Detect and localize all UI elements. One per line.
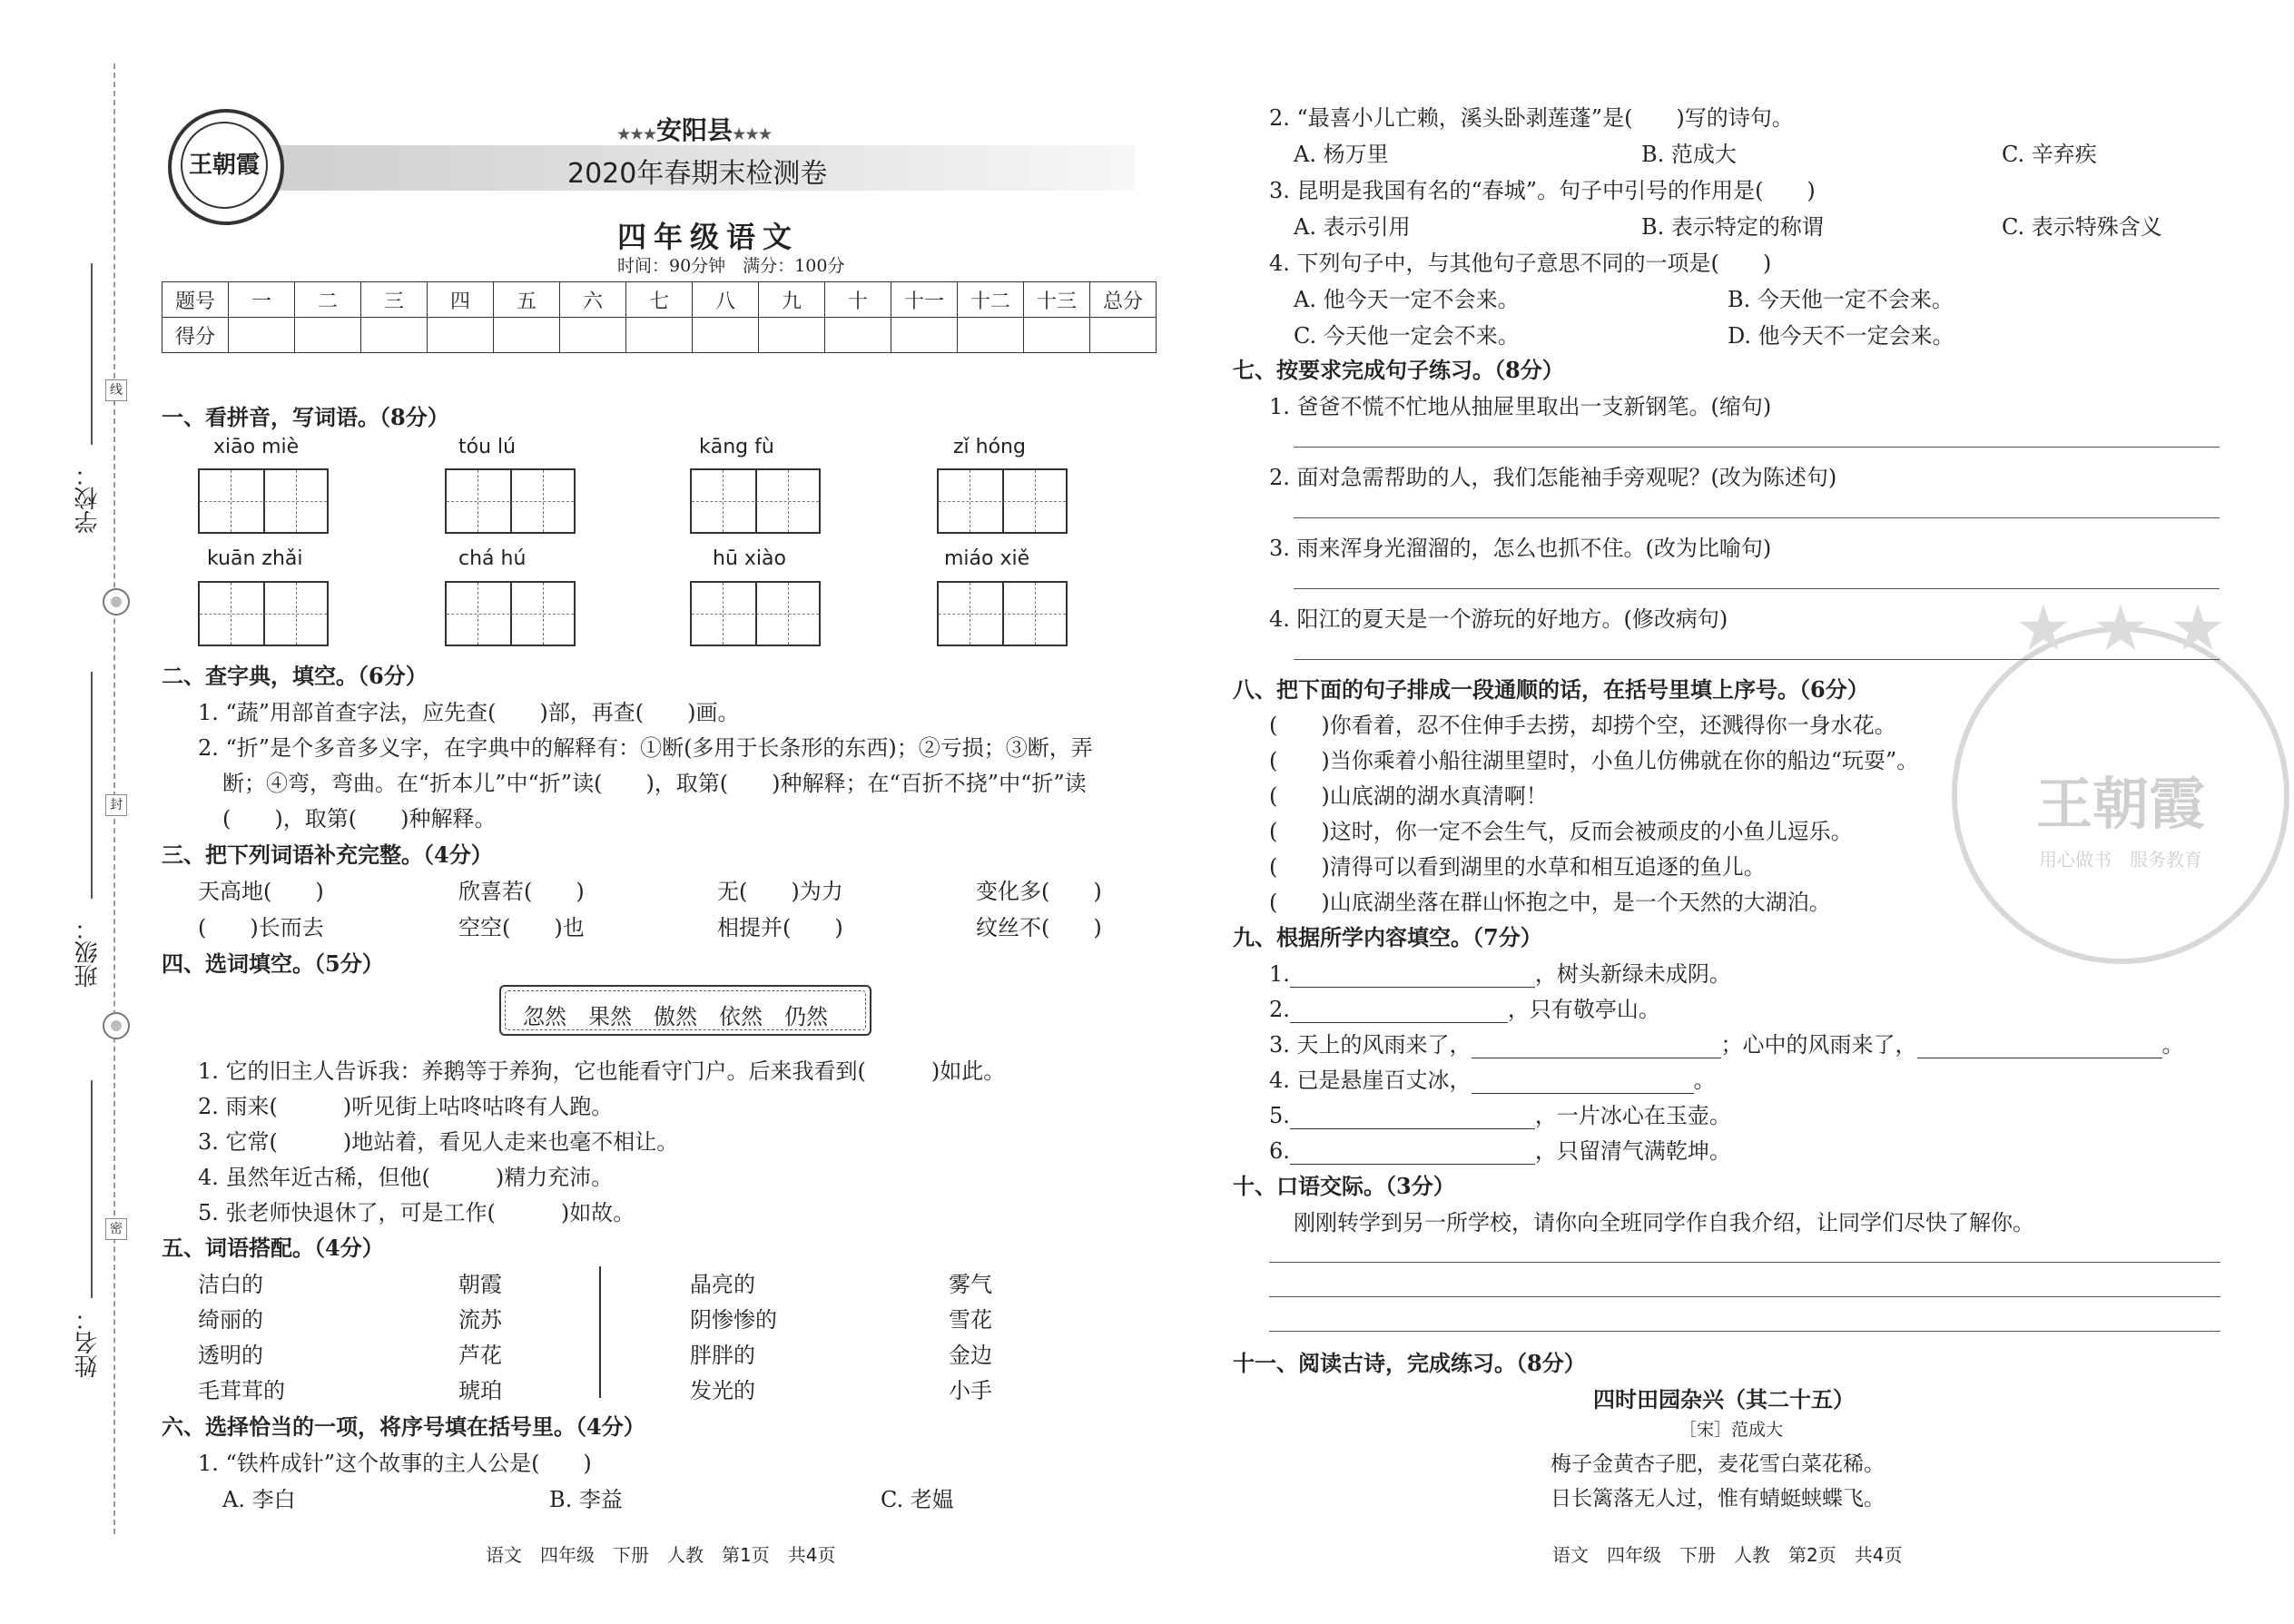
idiom-item: 变化多( ) [976, 879, 1102, 904]
section-10-title: 十、口语交际。（3分） [1233, 1173, 1455, 1199]
page-footer-left: 语文 四年级 下册 人教 第1页 共4页 [486, 1544, 836, 1566]
answer-line[interactable] [1269, 1296, 2220, 1297]
poem-line: 日长篱落无人过，惟有蜻蜓蛱蝶飞。 [1551, 1487, 1885, 1511]
fill-line: 6. ，只留清气满乾坤。 [1269, 1138, 1731, 1164]
writing-grid[interactable] [198, 468, 329, 534]
question-text: 断；④弯，弯曲。在“折本儿”中“折”读( )，取第( )种解释；在“百折不挠”中“折”读 [222, 771, 1087, 796]
match-word: 洁白的 [198, 1272, 263, 1297]
idiom-item: 天高地( ) [198, 879, 324, 904]
option: A. 杨万里 [1294, 142, 1389, 167]
class-label: 班级： [74, 917, 102, 988]
fill-line: 2. ，只有敬亭山。 [1269, 997, 1660, 1022]
question-text: 3. 雨来浑身光溜溜的，怎么也抓不住。(改为比喻句) [1269, 536, 1772, 561]
writing-grid[interactable] [690, 468, 821, 534]
match-word: 朝霞 [458, 1272, 502, 1297]
idiom-item: ( )长而去 [198, 915, 324, 940]
answer-line[interactable] [1294, 659, 2220, 660]
pinyin: zǐ hóng [953, 436, 1026, 458]
match-word: 绮丽的 [198, 1307, 263, 1333]
option: C. 今天他一定会不来。 [1294, 323, 1520, 349]
sentence-item: ( )山底湖的湖水真清啊！ [1269, 783, 1548, 809]
question-text: 1. 爸爸不慌不忙地从抽屉里取出一支新钢笔。(缩句) [1269, 394, 1772, 419]
option: B. 李益 [549, 1487, 623, 1512]
idiom-item: 空空( )也 [458, 915, 585, 940]
answer-line[interactable] [1269, 1262, 2220, 1263]
section-8-title: 八、把下面的句子排成一段通顺的话，在括号里填上序号。（6分） [1233, 676, 1869, 703]
option: A. 表示引用 [1294, 214, 1411, 240]
match-word: 金边 [949, 1343, 992, 1368]
score-table [162, 281, 1157, 353]
pinyin: xiāo miè [213, 436, 300, 458]
section-7-title: 七、按要求完成句子练习。（8分） [1233, 357, 1564, 383]
match-word: 小手 [949, 1378, 992, 1403]
pinyin: hū xiào [713, 547, 786, 570]
question-text: 4. 下列句子中，与其他句子意思不同的一项是( ) [1269, 251, 1772, 276]
sentence-item: ( )清得可以看到湖里的水草和相互追逐的鱼儿。 [1269, 854, 1766, 880]
match-word: 雪花 [949, 1307, 992, 1333]
idiom-item: 相提并( ) [717, 915, 843, 940]
section-5-title: 五、词语搭配。（4分） [162, 1235, 384, 1261]
answer-line[interactable] [1294, 588, 2220, 589]
question-text: 4. 阳江的夏天是一个游玩的好地方。(修改病句) [1269, 606, 1728, 632]
section-6-title: 六、选择恰当的一项，将序号填在括号里。（4分） [162, 1413, 645, 1440]
binding-char-seal: 封 [105, 794, 127, 816]
question-text: 4. 虽然年近古稀，但他( )精力充沛。 [198, 1165, 614, 1190]
score-header-row: 题号 一 二 三 四 五 六 七 八 九 十 十一 十二 十三 总分 [162, 282, 1157, 318]
poem-author: ［宋］范成大 [1679, 1420, 1784, 1440]
writing-grid[interactable] [445, 581, 576, 646]
sentence-item: ( )你看着，忍不住伸手去捞，却捞个空，还溅得你一身水花。 [1269, 713, 1896, 738]
answer-line[interactable] [1269, 1331, 2220, 1332]
question-text: 2. 面对急需帮助的人，我们怎能袖手旁观呢？(改为陈述句) [1269, 465, 1837, 490]
sentence-item: ( )当你乘着小船往湖里望时，小鱼儿仿佛就在你的船边“玩耍”。 [1269, 748, 1919, 773]
idiom-item: 无( )为力 [717, 879, 843, 904]
fill-line: 4. 已是悬崖百丈冰， 。 [1269, 1068, 1716, 1093]
match-word: 毛茸茸的 [198, 1378, 285, 1403]
pinyin: kuān zhǎi [207, 547, 303, 570]
section-4-title: 四、选词填空。（5分） [162, 950, 384, 977]
option: C. 辛弃疾 [2002, 142, 2097, 167]
fill-line: 3. 天上的风雨来了， ；心中的风雨来了， 。 [1269, 1032, 2184, 1058]
match-word: 晶亮的 [690, 1272, 755, 1297]
answer-line[interactable] [1294, 517, 2220, 518]
match-word: 阴惨惨的 [690, 1307, 777, 1333]
question-text: 2. “折”是个多音多义字，在字典中的解释有：①断(多用于长条形的东西)；②亏损；③断，弄 [198, 735, 1093, 761]
match-word: 胖胖的 [690, 1343, 755, 1368]
option: A. 他今天一定不会来。 [1294, 287, 1520, 312]
section-1-title: 一、看拼音，写词语。（8分） [162, 404, 449, 430]
score-value-row: 得分 [162, 318, 1157, 353]
word-options: 忽然 果然 傲然 依然 仍然 [523, 1004, 828, 1029]
option: A. 李白 [222, 1487, 296, 1512]
question-text: 1. “铁杵成针”这个故事的主人公是( ) [198, 1451, 592, 1476]
section-2-title: 二、查字典，填空。（6分） [162, 663, 428, 689]
section-9-title: 九、根据所学内容填空。（7分） [1233, 924, 1542, 950]
match-word: 流苏 [458, 1307, 502, 1333]
pinyin: tóu lú [458, 436, 517, 458]
option: B. 今天他一定不会来。 [1728, 287, 1954, 312]
question-text: 1. 它的旧主人告诉我：养鹅等于养狗，它也能看守门户。后来我看到( )如此。 [198, 1058, 1006, 1084]
pinyin: kāng fù [699, 436, 774, 458]
answer-line[interactable] [1294, 447, 2220, 448]
name-field[interactable] [91, 1080, 93, 1298]
question-text: 刚刚转学到另一所学校，请你向全班同学作自我介绍，让同学们尽快了解你。 [1294, 1210, 2034, 1235]
option: D. 他今天不一定会来。 [1728, 323, 1954, 349]
school-field[interactable] [91, 263, 93, 445]
sentence-item: ( )这时，你一定不会生气，反而会被顽皮的小鱼儿逗乐。 [1269, 819, 1853, 844]
poem-title: 四时田园杂兴（其二十五） [1593, 1386, 1855, 1412]
sentence-item: ( )山底湖坐落在群山怀抱之中，是一个天然的大湖泊。 [1269, 890, 1831, 915]
section-3-title: 三、把下列词语补充完整。（4分） [162, 842, 493, 868]
exam-title: 2020年春期末检测卷 [567, 158, 828, 190]
writing-grid[interactable] [445, 468, 576, 534]
writing-grid[interactable] [198, 581, 329, 646]
binding-hole-icon [103, 588, 130, 615]
question-text: 1. “蔬”用部首查字法，应先查( )部，再查( )画。 [198, 700, 740, 725]
publisher-logo: 王朝霞 [168, 109, 284, 225]
writing-grid[interactable] [690, 581, 821, 646]
subject-title: 四年级语文 [617, 220, 800, 254]
question-text: 2. 雨来( )听见街上咕咚咕咚有人跑。 [198, 1094, 614, 1119]
fill-line: 1. ，树头新绿未成阴。 [1269, 961, 1731, 987]
match-word: 透明的 [198, 1343, 263, 1368]
option: B. 范成大 [1641, 142, 1737, 167]
option: B. 表示特定的称谓 [1641, 214, 1824, 240]
divider [599, 1266, 601, 1398]
fill-line: 5. ，一片冰心在玉壶。 [1269, 1103, 1731, 1128]
question-text: 5. 张老师快退休了，可是工作( )如故。 [198, 1200, 635, 1225]
pinyin: chá hú [458, 547, 527, 570]
match-word: 雾气 [949, 1272, 992, 1297]
writing-grid[interactable] [937, 581, 1068, 646]
time-info: 时间：90分钟 满分：100分 [617, 256, 845, 276]
watermark-logo: ★ ★ ★ 王朝霞 用心做书 服务教育 [1952, 626, 2289, 964]
option: C. 表示特殊含义 [2002, 214, 2162, 240]
county-title: ★★★安阳县★★★ [617, 115, 773, 145]
match-word: 琥珀 [458, 1378, 502, 1403]
writing-grid[interactable] [937, 468, 1068, 534]
binding-hole-icon [103, 1012, 130, 1039]
poem-line: 梅子金黄杏子肥，麦花雪白菜花稀。 [1551, 1452, 1885, 1476]
section-11-title: 十一、阅读古诗，完成练习。（8分） [1233, 1350, 1586, 1376]
idiom-item: 欣喜若( ) [458, 879, 585, 904]
question-text: 2. “最喜小儿亡赖，溪头卧剥莲蓬”是( )写的诗句。 [1269, 105, 1794, 131]
school-label: 学校： [74, 463, 102, 534]
binding-char-secret: 密 [105, 1218, 127, 1240]
binding-char-line: 线 [105, 379, 127, 401]
class-field[interactable] [91, 672, 93, 899]
question-text: 3. 它常( )地站着，看见人走来也毫不相让。 [198, 1129, 679, 1155]
idiom-item: 纹丝不( ) [976, 915, 1102, 940]
question-text: ( )，取第( )种解释。 [222, 806, 497, 832]
option: C. 老媪 [881, 1487, 954, 1512]
question-text: 3. 昆明是我国有名的“春城”。句子中引号的作用是( ) [1269, 178, 1816, 203]
name-label: 姓名： [74, 1307, 102, 1378]
match-word: 发光的 [690, 1378, 755, 1403]
page-footer-right: 语文 四年级 下册 人教 第2页 共4页 [1552, 1544, 1903, 1566]
pinyin: miáo xiě [944, 547, 1030, 570]
match-word: 芦花 [458, 1343, 502, 1368]
